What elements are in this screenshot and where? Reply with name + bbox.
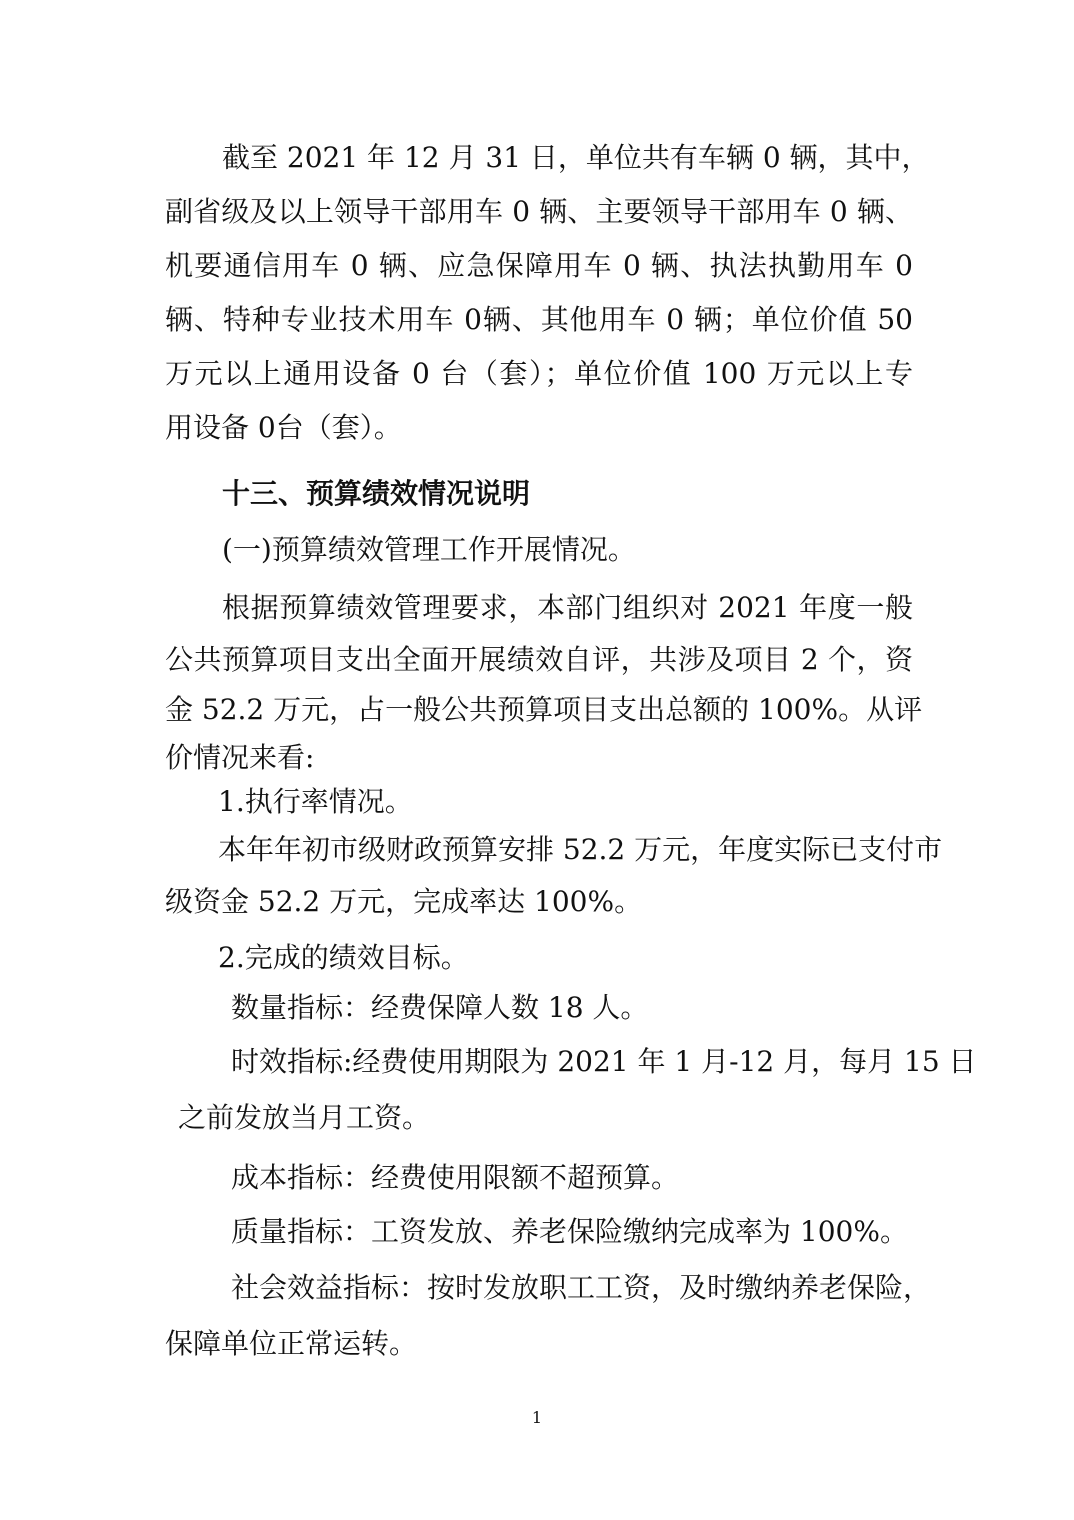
- paragraph-vehicles-line-2: 副省级及以上领导干部用车 0 辆、主要领导干部用车 0 辆、: [165, 195, 913, 228]
- indicator-social-benefit-line-1: 社会效益指标：按时发放职工工资，及时缴纳养老保险，: [231, 1271, 932, 1304]
- page-number: 1: [531, 1408, 543, 1427]
- item-execution-rate-title: 1.执行率情况。: [218, 785, 413, 818]
- paragraph-vehicles-line-4: 辆、特种专业技术用车 0辆、其他用车 0 辆；单位价值 50: [165, 303, 913, 336]
- paragraph-evaluation-line-2: 公共预算项目支出全面开展绩效自评，共涉及项目 2 个，资: [165, 643, 913, 676]
- item-goals-title: 2.完成的绩效目标。: [218, 941, 469, 974]
- indicator-timeliness-line-2: 之前发放当月工资。: [178, 1101, 431, 1134]
- indicator-cost: 成本指标：经费使用限额不超预算。: [231, 1161, 680, 1194]
- paragraph-evaluation-line-4: 价情况来看:: [165, 741, 315, 774]
- indicator-quality: 质量指标：工资发放、养老保险缴纳完成率为 100%。: [231, 1215, 908, 1248]
- indicator-quantity: 数量指标：经费保障人数 18 人。: [231, 991, 649, 1024]
- paragraph-vehicles-line-6: 用设备 0台（套）。: [165, 411, 402, 444]
- paragraph-vehicles-line-1: 截至 2021 年 12 月 31 日，单位共有车辆 0 辆，其中，: [222, 141, 930, 174]
- paragraph-execution-line-1: 本年年初市级财政预算安排 52.2 万元，年度实际已支付市: [218, 833, 943, 866]
- paragraph-vehicles-line-5: 万元以上通用设备 0 台（套）；单位价值 100 万元以上专: [165, 357, 913, 390]
- paragraph-execution-line-2: 级资金 52.2 万元，完成率达 100%。: [165, 885, 643, 918]
- paragraph-evaluation-line-3: 金 52.2 万元，占一般公共预算项目支出总额的 100%。从评: [165, 693, 923, 726]
- indicator-timeliness-line-1: 时效指标:经费使用期限为 2021 年 1 月-12 月，每月 15 日: [231, 1045, 977, 1078]
- paragraph-vehicles-line-3: 机要通信用车 0 辆、应急保障用车 0 辆、执法执勤用车 0: [165, 249, 913, 282]
- indicator-social-benefit-line-2: 保障单位正常运转。: [165, 1327, 418, 1360]
- subsection-heading: (一)预算绩效管理工作开展情况。: [222, 533, 636, 566]
- section-heading: 十三、预算绩效情况说明: [222, 477, 531, 510]
- paragraph-evaluation-line-1: 根据预算绩效管理要求，本部门组织对 2021 年度一般: [222, 591, 913, 624]
